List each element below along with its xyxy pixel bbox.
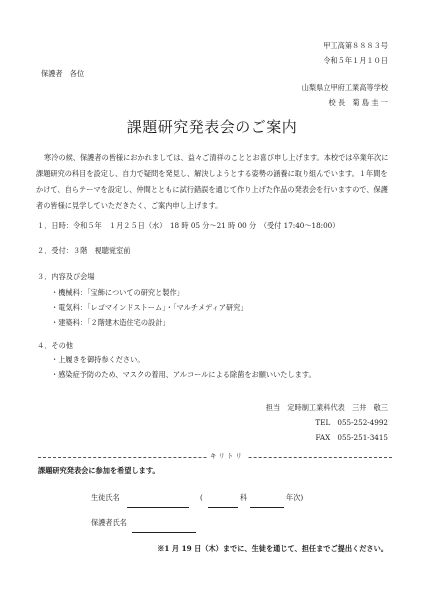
content-list-item: ・電気科：「レゴマインドストーム」・「マルチメディア研究」 (51, 303, 248, 312)
principal-name: 校 長 菊 島 圭 一 (328, 98, 388, 107)
guardian-name-field[interactable] (132, 518, 196, 537)
year-field[interactable] (250, 493, 284, 512)
item-reception: ２．受付：３階 視聴覚室前 (37, 246, 131, 255)
student-name-field[interactable] (127, 493, 189, 512)
student-name-label: 生徒氏名 (91, 493, 120, 502)
item-content-heading: ３．内容及び会場 (37, 272, 95, 281)
content-list-item: ・機械科：「宝飾についての研究と製作」 (51, 288, 184, 297)
item-date: １．日時：令和５年 １月２５日（水） 18 時 05 分～21 時 00 分 （受付 17:40～18:00） (37, 221, 340, 230)
contact-person: 担当 定時制工業科代表 三井 敬三 (265, 403, 388, 412)
school-name: 山梨県立甲府工業高等学校 (301, 83, 388, 92)
paren-open: ( (200, 493, 203, 502)
department-field[interactable] (208, 493, 238, 512)
content-list-item: ・建築科：「２階建木造住宅の設計」 (51, 318, 170, 327)
other-list-item: ・感染症予防のため、マスクの着用、アルコールによる除菌をお願いいたします。 (51, 370, 316, 379)
slip-heading: 課題研究発表会に参加を希望します。 (38, 466, 160, 475)
intro-paragraph: 寒冷の候、保護者の皆様におかれましては、益々ご清祥のこととお喜び申し上げます。本校では卒業年次に課題研究の科目を設定し、自力で疑問を発見し、解決しようとする姿勢の涵養に取り組んでいます。１年間をかけて、自らテーマを設定し、仲間とともに試行錯誤を通じて作り上げた作品の発表会を行いますので、保護者の皆様に見学していただきたく、ご案内申し上げます。 (36, 153, 389, 210)
item-other-heading: ４．その他 (37, 341, 73, 350)
deadline-note: ※1 月 19 日（木）までに、生徒を通じて、担任までご提出ください。 (157, 544, 388, 553)
page-title: 課題研究発表会のご案内 (126, 118, 298, 136)
other-list-item: ・上履きを御持参ください。 (51, 355, 145, 364)
guardian-name-label: 保護者氏名 (91, 518, 127, 527)
recipient: 保護者 各位 (41, 69, 85, 78)
department-suffix: 科 (240, 493, 248, 502)
year-suffix: 年次) (286, 493, 304, 502)
document-date: 令和５年１月１０日 (323, 56, 388, 65)
contact-tel: TEL 055-252-4992 (315, 418, 388, 427)
document-number: 甲工高第８８８３号 (323, 41, 388, 50)
cut-label: キリトリ (207, 451, 247, 460)
contact-fax: FAX 055-251-3415 (315, 433, 388, 442)
